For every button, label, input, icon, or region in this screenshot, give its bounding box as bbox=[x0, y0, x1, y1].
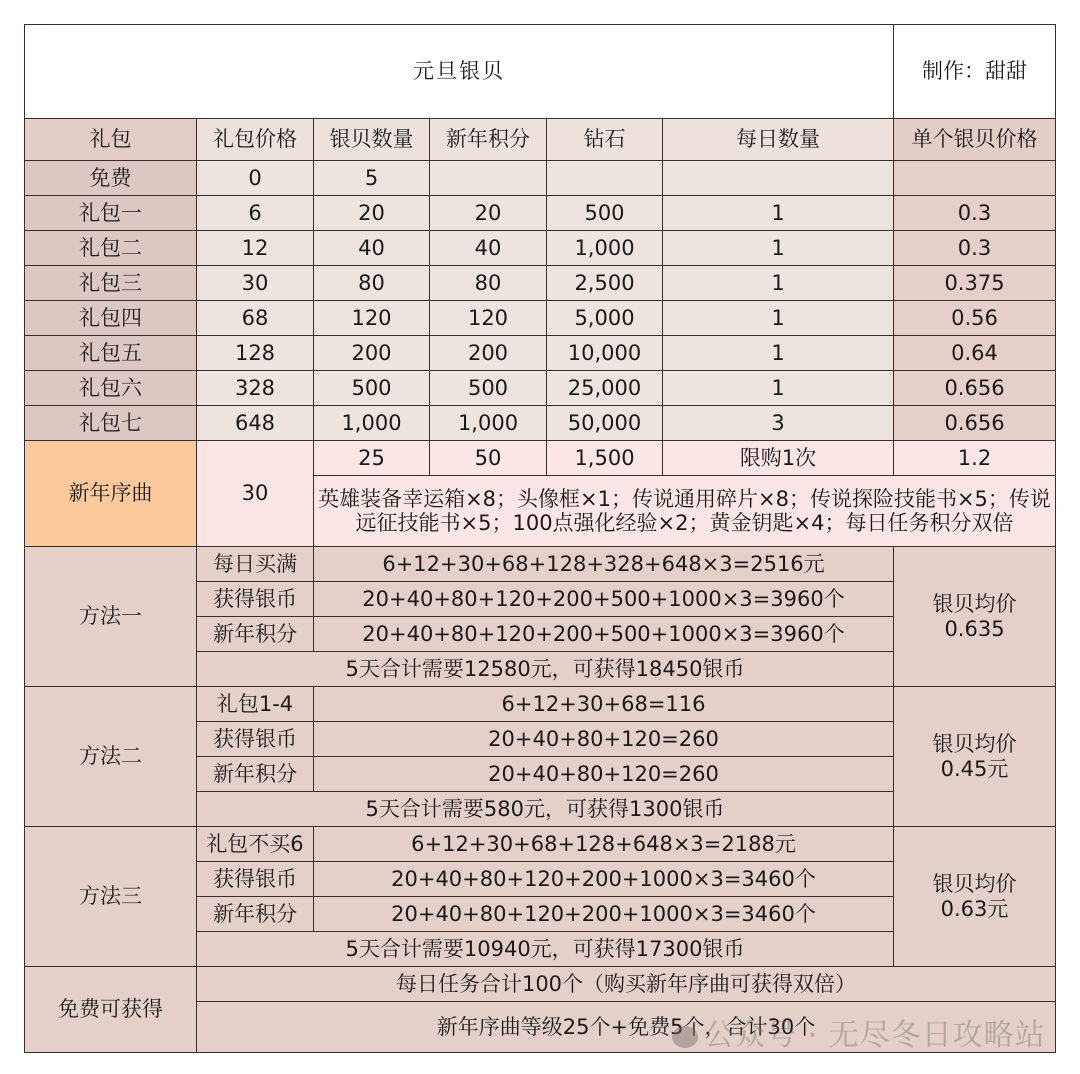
pack-diamonds: 50,000 bbox=[547, 406, 663, 441]
pack-unit-price: 0.375 bbox=[894, 266, 1056, 301]
pack-diamonds: 2,500 bbox=[547, 266, 663, 301]
pack-daily: 1 bbox=[663, 231, 894, 266]
pack-daily bbox=[663, 161, 894, 196]
xinnian-row bbox=[25, 441, 1056, 476]
table-row bbox=[25, 196, 1056, 231]
xinnian-rewards: 英雄装备幸运箱×8；头像框×1；传说通用碎片×8；传说探险技能书×5；传说远征技能书×5；100点强化经验×2；黄金钥匙×4；每日任务积分双倍 bbox=[314, 476, 1056, 547]
avg-value: 0.45元 bbox=[940, 756, 1009, 781]
pack-points: 1,000 bbox=[430, 406, 547, 441]
pack-daily: 1 bbox=[663, 196, 894, 231]
pack-name: 礼包五 bbox=[25, 336, 197, 371]
pack-points: 80 bbox=[430, 266, 547, 301]
pack-unit-price: 0.56 bbox=[894, 301, 1056, 336]
xinnian-price: 30 bbox=[197, 441, 314, 547]
method-avg bbox=[894, 547, 1056, 687]
pack-name: 礼包六 bbox=[25, 371, 197, 406]
header-points: 新年积分 bbox=[430, 119, 547, 161]
pack-points: 20 bbox=[430, 196, 547, 231]
method-label: 礼包1-4 bbox=[197, 687, 314, 722]
avg-value: 0.635 bbox=[944, 616, 1005, 641]
method-label: 获得银币 bbox=[197, 582, 314, 617]
pack-silver: 40 bbox=[314, 231, 430, 266]
method-total: 5天合计需要580元，可获得1300银币 bbox=[197, 792, 894, 827]
avg-label: 银贝均价 bbox=[932, 732, 1017, 757]
table-row bbox=[25, 301, 1056, 336]
method-label: 新年积分 bbox=[197, 757, 314, 792]
method-value: 20+40+80+120=260 bbox=[314, 722, 894, 757]
xinnian-diamonds: 1,500 bbox=[547, 441, 663, 476]
pack-diamonds: 25,000 bbox=[547, 371, 663, 406]
pack-price: 648 bbox=[197, 406, 314, 441]
header-unit-price: 单个银贝价格 bbox=[894, 119, 1056, 161]
pack-price: 68 bbox=[197, 301, 314, 336]
method-total: 5天合计需要12580元，可获得18450银币 bbox=[197, 652, 894, 687]
pack-name: 礼包七 bbox=[25, 406, 197, 441]
free-row bbox=[25, 967, 1056, 1002]
pack-daily: 1 bbox=[663, 336, 894, 371]
method-label: 新年积分 bbox=[197, 617, 314, 652]
method-label: 获得银币 bbox=[197, 862, 314, 897]
method-label: 礼包不买6 bbox=[197, 827, 314, 862]
method-name: 方法二 bbox=[25, 687, 197, 827]
method-total: 5天合计需要10940元，可获得17300银币 bbox=[197, 932, 894, 967]
method-row bbox=[25, 547, 1056, 582]
pack-diamonds bbox=[547, 161, 663, 196]
free-line: 新年序曲等级25个+免费5个，合计30个 bbox=[197, 1002, 1056, 1053]
header-diamonds: 钻石 bbox=[547, 119, 663, 161]
method-value: 20+40+80+120+200+1000×3=3460个 bbox=[314, 897, 894, 932]
method-row bbox=[25, 687, 1056, 722]
header-daily: 每日数量 bbox=[663, 119, 894, 161]
pack-unit-price: 0.3 bbox=[894, 231, 1056, 266]
pack-price: 12 bbox=[197, 231, 314, 266]
avg-value: 0.63元 bbox=[940, 896, 1009, 921]
header-pack: 礼包 bbox=[25, 119, 197, 161]
pack-price: 6 bbox=[197, 196, 314, 231]
table-row bbox=[25, 231, 1056, 266]
pack-daily: 1 bbox=[663, 301, 894, 336]
xinnian-name: 新年序曲 bbox=[25, 441, 197, 547]
xinnian-silver: 25 bbox=[314, 441, 430, 476]
method-value: 20+40+80+120=260 bbox=[314, 757, 894, 792]
header-row bbox=[25, 119, 1056, 161]
method-value: 20+40+80+120+200+1000×3=3460个 bbox=[314, 862, 894, 897]
pack-price: 128 bbox=[197, 336, 314, 371]
table-row bbox=[25, 266, 1056, 301]
pack-price: 0 bbox=[197, 161, 314, 196]
xinnian-points: 50 bbox=[430, 441, 547, 476]
table-row bbox=[25, 371, 1056, 406]
pack-name: 礼包二 bbox=[25, 231, 197, 266]
pack-silver: 200 bbox=[314, 336, 430, 371]
pack-diamonds: 1,000 bbox=[547, 231, 663, 266]
method-avg bbox=[894, 687, 1056, 827]
method-avg bbox=[894, 827, 1056, 967]
pack-daily: 1 bbox=[663, 266, 894, 301]
pack-name: 礼包四 bbox=[25, 301, 197, 336]
pack-silver: 5 bbox=[314, 161, 430, 196]
method-value: 6+12+30+68+128+648×3=2188元 bbox=[314, 827, 894, 862]
pack-silver: 20 bbox=[314, 196, 430, 231]
pack-silver: 80 bbox=[314, 266, 430, 301]
pack-points: 120 bbox=[430, 301, 547, 336]
pack-unit-price: 0.656 bbox=[894, 371, 1056, 406]
method-value: 20+40+80+120+200+500+1000×3=3960个 bbox=[314, 617, 894, 652]
pack-daily: 1 bbox=[663, 371, 894, 406]
pack-unit-price: 0.656 bbox=[894, 406, 1056, 441]
pack-price: 30 bbox=[197, 266, 314, 301]
avg-label: 银贝均价 bbox=[932, 592, 1017, 617]
xinnian-unit-price: 1.2 bbox=[894, 441, 1056, 476]
pack-price: 328 bbox=[197, 371, 314, 406]
method-label: 每日买满 bbox=[197, 547, 314, 582]
pack-diamonds: 5,000 bbox=[547, 301, 663, 336]
pack-silver: 120 bbox=[314, 301, 430, 336]
pack-points: 200 bbox=[430, 336, 547, 371]
pack-points: 500 bbox=[430, 371, 547, 406]
method-value: 20+40+80+120+200+500+1000×3=3960个 bbox=[314, 582, 894, 617]
pack-silver: 1,000 bbox=[314, 406, 430, 441]
pack-unit-price: 0.3 bbox=[894, 196, 1056, 231]
pack-name: 礼包一 bbox=[25, 196, 197, 231]
pack-silver: 500 bbox=[314, 371, 430, 406]
free-name: 免费可获得 bbox=[25, 967, 197, 1053]
pack-unit-price: 0.64 bbox=[894, 336, 1056, 371]
page-title: 元旦银贝 bbox=[25, 25, 894, 119]
pack-points bbox=[430, 161, 547, 196]
method-label: 新年积分 bbox=[197, 897, 314, 932]
pack-diamonds: 10,000 bbox=[547, 336, 663, 371]
header-silver: 银贝数量 bbox=[314, 119, 430, 161]
pack-diamonds: 500 bbox=[547, 196, 663, 231]
pack-name: 礼包三 bbox=[25, 266, 197, 301]
pack-unit-price bbox=[894, 161, 1056, 196]
free-line: 每日任务合计100个（购买新年序曲可获得双倍） bbox=[197, 967, 1056, 1002]
table-row bbox=[25, 336, 1056, 371]
avg-label: 银贝均价 bbox=[932, 872, 1017, 897]
method-name: 方法一 bbox=[25, 547, 197, 687]
xinnian-daily: 限购1次 bbox=[663, 441, 894, 476]
method-label: 获得银币 bbox=[197, 722, 314, 757]
watermark bbox=[672, 1010, 1046, 1054]
watermark-text: 公众号 · 无尽冬日攻略站 bbox=[704, 1018, 1046, 1053]
method-row bbox=[25, 827, 1056, 862]
method-name: 方法三 bbox=[25, 827, 197, 967]
pack-name: 免费 bbox=[25, 161, 197, 196]
author-credit: 制作：甜甜 bbox=[894, 25, 1056, 119]
method-value: 6+12+30+68+128+328+648×3=2516元 bbox=[314, 547, 894, 582]
table-row bbox=[25, 161, 1056, 196]
method-value: 6+12+30+68=116 bbox=[314, 687, 894, 722]
pack-points: 40 bbox=[430, 231, 547, 266]
silver-shell-table bbox=[24, 24, 1056, 1053]
header-price: 礼包价格 bbox=[197, 119, 314, 161]
table-row bbox=[25, 406, 1056, 441]
pack-daily: 3 bbox=[663, 406, 894, 441]
wechat-icon bbox=[672, 1026, 698, 1048]
